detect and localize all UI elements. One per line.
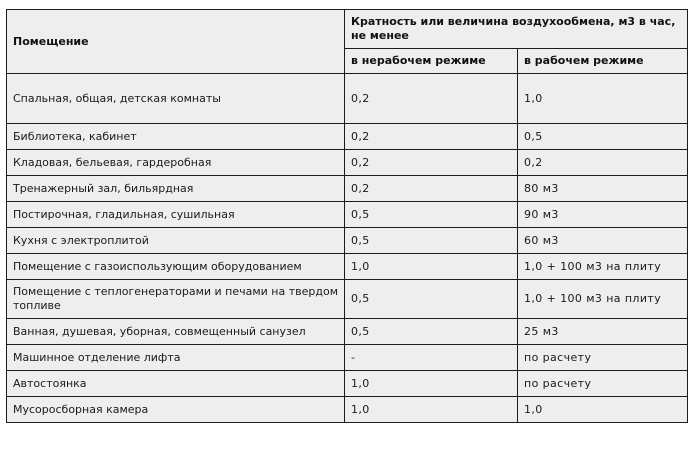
cell-non-working: 0,5 bbox=[345, 319, 518, 345]
cell-working: 25 м3 bbox=[518, 319, 688, 345]
table-row bbox=[7, 254, 688, 280]
cell-non-working: 0,5 bbox=[345, 280, 518, 319]
cell-room: Помещение с газоиспользующим оборудованием bbox=[7, 254, 345, 280]
cell-room: Ванная, душевая, уборная, совмещенный санузел bbox=[7, 319, 345, 345]
header-working: в рабочем режиме bbox=[518, 49, 688, 74]
cell-working: по расчету bbox=[518, 371, 688, 397]
cell-non-working: 0,2 bbox=[345, 150, 518, 176]
cell-non-working: - bbox=[345, 345, 518, 371]
cell-working: 1,0 + 100 м3 на плиту bbox=[518, 280, 688, 319]
cell-non-working: 0,2 bbox=[345, 74, 518, 124]
table-row bbox=[7, 345, 688, 371]
cell-non-working: 0,2 bbox=[345, 124, 518, 150]
table-row bbox=[7, 150, 688, 176]
cell-non-working: 1,0 bbox=[345, 254, 518, 280]
header-room: Помещение bbox=[7, 10, 345, 74]
cell-working: 1,0 bbox=[518, 397, 688, 423]
cell-working: 0,5 bbox=[518, 124, 688, 150]
cell-room: Спальная, общая, детская комнаты bbox=[7, 74, 345, 124]
cell-room: Тренажерный зал, бильярдная bbox=[7, 176, 345, 202]
cell-room: Кладовая, бельевая, гардеробная bbox=[7, 150, 345, 176]
table-row bbox=[7, 74, 688, 124]
cell-non-working: 0,5 bbox=[345, 202, 518, 228]
table-row bbox=[7, 202, 688, 228]
cell-room: Мусоросборная камера bbox=[7, 397, 345, 423]
cell-room: Автостоянка bbox=[7, 371, 345, 397]
cell-non-working: 1,0 bbox=[345, 397, 518, 423]
cell-working: 0,2 bbox=[518, 150, 688, 176]
cell-working: 80 м3 bbox=[518, 176, 688, 202]
cell-non-working: 0,2 bbox=[345, 176, 518, 202]
cell-non-working: 0,5 bbox=[345, 228, 518, 254]
table-row bbox=[7, 319, 688, 345]
cell-room: Машинное отделение лифта bbox=[7, 345, 345, 371]
header-exchange-group: Кратность или величина воздухообмена, м3 в час, не менее bbox=[345, 10, 688, 49]
air-exchange-table bbox=[6, 9, 688, 423]
header-row bbox=[7, 10, 688, 49]
table-row bbox=[7, 124, 688, 150]
cell-non-working: 1,0 bbox=[345, 371, 518, 397]
cell-working: 60 м3 bbox=[518, 228, 688, 254]
table-row bbox=[7, 371, 688, 397]
table-row bbox=[7, 176, 688, 202]
header-non-working: в нерабочем режиме bbox=[345, 49, 518, 74]
table-row bbox=[7, 228, 688, 254]
cell-room: Библиотека, кабинет bbox=[7, 124, 345, 150]
cell-room: Постирочная, гладильная, сушильная bbox=[7, 202, 345, 228]
cell-room: Помещение с теплогенераторами и печами на твердом топливе bbox=[7, 280, 345, 319]
cell-working: по расчету bbox=[518, 345, 688, 371]
cell-working: 1,0 + 100 м3 на плиту bbox=[518, 254, 688, 280]
cell-working: 1,0 bbox=[518, 74, 688, 124]
cell-working: 90 м3 bbox=[518, 202, 688, 228]
table-row bbox=[7, 280, 688, 319]
table-row bbox=[7, 397, 688, 423]
cell-room: Кухня с электроплитой bbox=[7, 228, 345, 254]
